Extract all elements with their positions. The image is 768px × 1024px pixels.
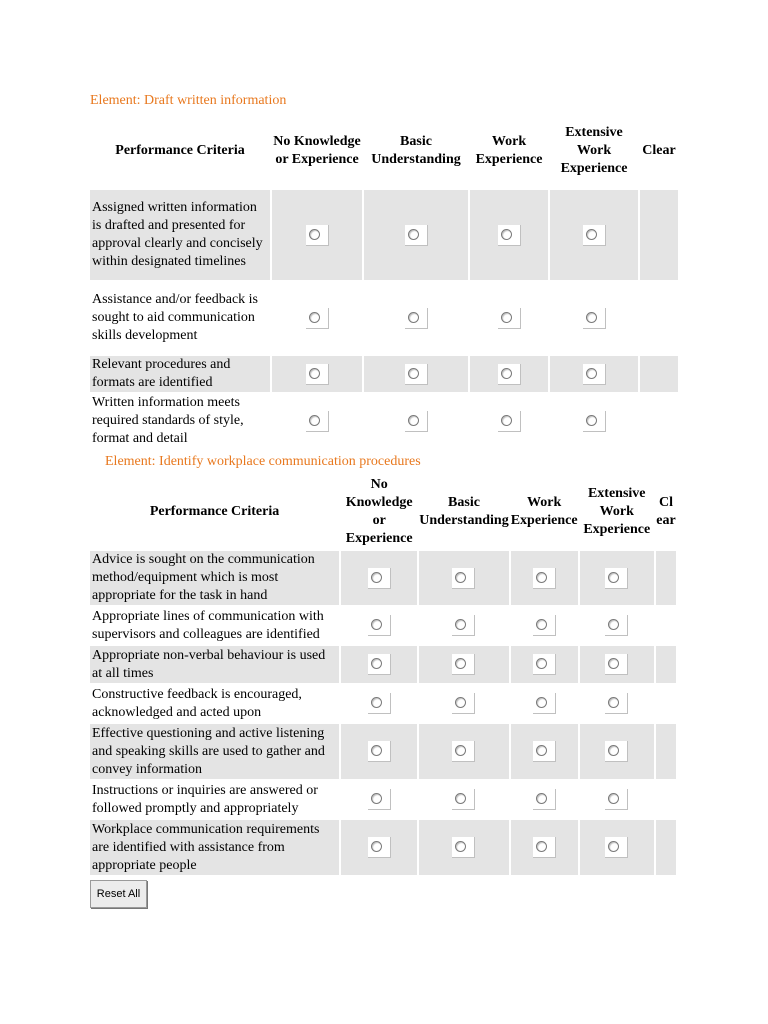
radio-circle-icon xyxy=(455,619,466,630)
radio-circle-icon xyxy=(455,745,466,756)
clear-cell xyxy=(640,394,678,448)
rating-radio-work-experience[interactable] xyxy=(498,364,521,385)
rating-radio-basic-understanding[interactable] xyxy=(405,308,428,329)
column-header-clear: Clear xyxy=(656,495,676,528)
rating-radio-no-knowledge[interactable] xyxy=(368,568,391,589)
table-row xyxy=(90,356,678,392)
rating-radio-extensive-work-experience[interactable] xyxy=(583,225,606,246)
rating-radio-extensive-work-experience[interactable] xyxy=(583,364,606,385)
radio-circle-icon xyxy=(501,312,512,323)
rating-radio-basic-understanding[interactable] xyxy=(452,741,475,762)
rating-radio-basic-understanding[interactable] xyxy=(405,225,428,246)
rating-radio-no-knowledge[interactable] xyxy=(368,615,391,636)
rating-radio-no-knowledge[interactable] xyxy=(306,411,329,432)
rating-radio-basic-understanding[interactable] xyxy=(452,615,475,636)
column-header-performance-criteria: Performance Criteria xyxy=(149,504,280,519)
rating-radio-no-knowledge[interactable] xyxy=(368,741,391,762)
radio-circle-icon xyxy=(371,841,382,852)
rating-radio-work-experience[interactable] xyxy=(533,615,556,636)
table-row xyxy=(90,724,676,779)
radio-circle-icon xyxy=(309,312,320,323)
rating-radio-extensive-work-experience[interactable] xyxy=(583,308,606,329)
criteria-text: Assigned written information is drafted and presented for approval clearly and concisely within designated timelines xyxy=(90,190,270,280)
radio-circle-icon xyxy=(536,572,547,583)
rating-radio-work-experience[interactable] xyxy=(498,308,521,329)
criteria-text: Workplace communication requirements are identified with assistance from appropriate people xyxy=(90,820,339,875)
criteria-text: Effective questioning and active listening and speaking skills are used to gather and convey information xyxy=(90,724,339,779)
rating-radio-work-experience[interactable] xyxy=(533,789,556,810)
column-header-work-experience: Work Experience xyxy=(510,495,578,528)
clear-cell xyxy=(656,820,676,875)
rating-radio-extensive-work-experience[interactable] xyxy=(605,741,628,762)
table-row xyxy=(90,394,678,448)
rating-radio-extensive-work-experience[interactable] xyxy=(605,568,628,589)
radio-circle-icon xyxy=(536,619,547,630)
element-title-draft-written-information: Element: Draft written information xyxy=(90,93,287,108)
column-header-basic-understanding: Basic Understanding xyxy=(371,134,461,167)
clear-cell xyxy=(656,724,676,779)
radio-circle-icon xyxy=(586,368,597,379)
radio-circle-icon xyxy=(408,229,419,240)
column-header-no-knowledge: No Knowledge or Experience xyxy=(273,134,361,167)
radio-circle-icon xyxy=(608,697,619,708)
radio-circle-icon xyxy=(408,415,419,426)
radio-circle-icon xyxy=(309,368,320,379)
radio-circle-icon xyxy=(371,697,382,708)
radio-circle-icon xyxy=(536,745,547,756)
criteria-text: Appropriate non-verbal behaviour is used at all times xyxy=(90,646,339,683)
radio-circle-icon xyxy=(536,658,547,669)
rating-radio-extensive-work-experience[interactable] xyxy=(605,837,628,858)
table-row xyxy=(90,646,676,683)
rating-radio-basic-understanding[interactable] xyxy=(452,568,475,589)
radio-circle-icon xyxy=(455,841,466,852)
clear-cell xyxy=(656,551,676,605)
rating-radio-extensive-work-experience[interactable] xyxy=(605,654,628,675)
rating-radio-no-knowledge[interactable] xyxy=(368,693,391,714)
rating-radio-basic-understanding[interactable] xyxy=(405,411,428,432)
column-header-no-knowledge: No Knowledge or Experience xyxy=(345,477,413,546)
table-row xyxy=(90,190,678,280)
criteria-text: Instructions or inquiries are answered or followed promptly and appropriately xyxy=(92,782,318,816)
reset-all-button[interactable]: Reset All xyxy=(90,880,147,908)
rating-radio-work-experience[interactable] xyxy=(533,837,556,858)
rating-radio-work-experience[interactable] xyxy=(533,741,556,762)
radio-circle-icon xyxy=(371,619,382,630)
radio-circle-icon xyxy=(455,572,466,583)
radio-circle-icon xyxy=(371,658,382,669)
radio-circle-icon xyxy=(536,697,547,708)
criteria-text: Relevant procedures and formats are identified xyxy=(90,356,270,392)
rating-radio-no-knowledge[interactable] xyxy=(368,654,391,675)
table-row xyxy=(90,781,676,818)
rating-radio-extensive-work-experience[interactable] xyxy=(605,615,628,636)
radio-circle-icon xyxy=(309,415,320,426)
column-header-work-experience: Work Experience xyxy=(475,134,543,167)
radio-circle-icon xyxy=(501,415,512,426)
rating-radio-basic-understanding[interactable] xyxy=(405,364,428,385)
table-row xyxy=(90,820,676,875)
radio-circle-icon xyxy=(371,572,382,583)
table-row xyxy=(90,685,676,722)
radio-circle-icon xyxy=(608,841,619,852)
radio-circle-icon xyxy=(586,415,597,426)
criteria-table-identify-workplace-communication xyxy=(88,473,678,877)
clear-cell xyxy=(656,646,676,683)
rating-radio-no-knowledge[interactable] xyxy=(368,789,391,810)
radio-circle-icon xyxy=(371,793,382,804)
clear-cell xyxy=(640,190,678,280)
rating-radio-no-knowledge[interactable] xyxy=(306,364,329,385)
radio-circle-icon xyxy=(455,658,466,669)
radio-circle-icon xyxy=(455,793,466,804)
radio-circle-icon xyxy=(536,793,547,804)
rating-radio-work-experience[interactable] xyxy=(498,411,521,432)
column-header-extensive-work-experience: Extensive Work Experience xyxy=(583,486,651,537)
radio-circle-icon xyxy=(586,229,597,240)
radio-circle-icon xyxy=(408,368,419,379)
table-row xyxy=(90,282,678,354)
radio-circle-icon xyxy=(309,229,320,240)
criteria-text: Written information meets required standards of style, format and detail xyxy=(92,395,244,446)
rating-radio-extensive-work-experience[interactable] xyxy=(583,411,606,432)
rating-radio-no-knowledge[interactable] xyxy=(306,308,329,329)
clear-cell xyxy=(640,356,678,392)
radio-circle-icon xyxy=(408,312,419,323)
criteria-text: Assistance and/or feedback is sought to aid communication skills development xyxy=(92,292,258,343)
radio-circle-icon xyxy=(501,229,512,240)
radio-circle-icon xyxy=(455,697,466,708)
radio-circle-icon xyxy=(608,793,619,804)
criteria-text: Constructive feedback is encouraged, acknowledged and acted upon xyxy=(92,686,302,720)
radio-circle-icon xyxy=(608,572,619,583)
rating-radio-work-experience[interactable] xyxy=(533,654,556,675)
column-header-performance-criteria: Performance Criteria xyxy=(115,143,245,158)
radio-circle-icon xyxy=(608,658,619,669)
criteria-text: Advice is sought on the communication method/equipment which is most appropriate for the task in hand xyxy=(90,551,339,605)
clear-cell xyxy=(640,282,678,354)
rating-radio-work-experience[interactable] xyxy=(533,693,556,714)
rating-radio-extensive-work-experience[interactable] xyxy=(605,789,628,810)
rating-radio-work-experience[interactable] xyxy=(533,568,556,589)
clear-cell xyxy=(656,607,676,644)
criteria-text: Appropriate lines of communication with supervisors and colleagues are identified xyxy=(92,608,324,642)
radio-circle-icon xyxy=(501,368,512,379)
rating-radio-basic-understanding[interactable] xyxy=(452,654,475,675)
column-header-extensive-work-experience: Extensive Work Experience xyxy=(560,125,628,176)
table-row xyxy=(90,551,676,605)
radio-circle-icon xyxy=(586,312,597,323)
table-row xyxy=(90,607,676,644)
radio-circle-icon xyxy=(608,619,619,630)
rating-radio-work-experience[interactable] xyxy=(498,225,521,246)
rating-radio-basic-understanding[interactable] xyxy=(452,693,475,714)
rating-radio-no-knowledge[interactable] xyxy=(306,225,329,246)
element-title-identify-workplace-communication-procedures: Element: Identify workplace communication procedures xyxy=(105,454,421,469)
criteria-table-draft-written-information xyxy=(88,112,680,450)
clear-cell xyxy=(656,781,676,818)
radio-circle-icon xyxy=(536,841,547,852)
rating-radio-no-knowledge[interactable] xyxy=(368,837,391,858)
clear-cell xyxy=(656,685,676,722)
rating-radio-basic-understanding[interactable] xyxy=(452,789,475,810)
column-header-clear: Clear xyxy=(642,143,676,158)
radio-circle-icon xyxy=(371,745,382,756)
radio-circle-icon xyxy=(608,745,619,756)
rating-radio-extensive-work-experience[interactable] xyxy=(605,693,628,714)
column-header-basic-understanding: Basic Understanding xyxy=(419,495,509,528)
rating-radio-basic-understanding[interactable] xyxy=(452,837,475,858)
